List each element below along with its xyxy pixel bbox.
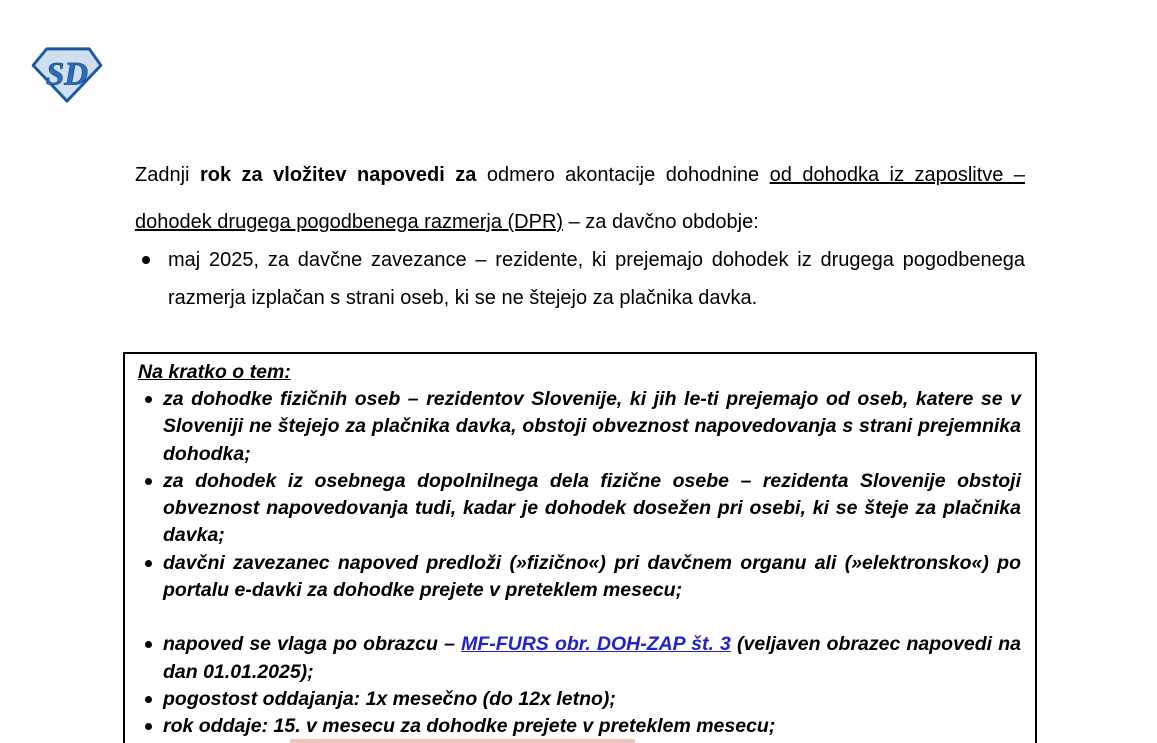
list-item-text: rok oddaje: 15. v mesecu za dohodke prejete v preteklem mesecu; bbox=[163, 715, 776, 738]
list-item-text: za dohodek iz osebnega dopolnilnega dela fizične osebe – rezidenta Slovenije obstoji obveznost napovedovanja tudi, kadar je dohodek dosežen pri osebi, ki se šteje za plačnika davka; bbox=[163, 469, 1021, 547]
box-bullet-list bbox=[138, 386, 1021, 741]
list-item bbox=[135, 241, 1025, 317]
list-item bbox=[138, 386, 1021, 468]
doh-zap-form-link[interactable]: MF-FURS obr. DOH-ZAP št. 3 bbox=[461, 633, 731, 656]
sd-shield-logo bbox=[30, 45, 104, 105]
list-item bbox=[138, 468, 1021, 550]
list-item-text: maj 2025, za davčne zavezance – rezidente, ki prejemajo dohodek iz drugega pogodbenega razmerja izplačan s strani oseb, ki se ne štejejo za plačnika davka. bbox=[168, 249, 1025, 309]
list-item bbox=[138, 550, 1021, 605]
list-item-text: davčni zavezanec napoved predloži (»fizično«) pri davčnem organu ali (»elektronsko«) po portalu e-davki za dohodke prejete v preteklem mesecu; bbox=[163, 551, 1021, 602]
cutoff-red-text bbox=[290, 739, 635, 743]
intro-paragraph bbox=[135, 152, 1025, 246]
list-item bbox=[138, 713, 1021, 740]
intro-bullet-list bbox=[135, 241, 1025, 317]
intro-segment: odmero akontacije dohodnine bbox=[486, 164, 770, 186]
list-item-text: za dohodke fizičnih oseb – rezidentov Slovenije, ki jih le-ti prejemajo od oseb, katere se v Sloveniji ne štejejo za plačnika davka, obstoji obveznost napovedovanja s strani prejemnika dohodka; bbox=[163, 388, 1021, 465]
box-title: Na kratko o tem: bbox=[138, 361, 291, 383]
list-item bbox=[138, 686, 1021, 713]
intro-segment-underlined: od dohodka iz zaposlitve – dohodek drugega pogodbenega razmerja (DPR) bbox=[135, 164, 1026, 233]
list-item-text: (veljaven obrazec napovedi na dan 01.01.2025); bbox=[163, 633, 1021, 683]
list-item-text: napoved se vlaga po obrazcu – bbox=[163, 633, 462, 656]
intro-segment: Zadnji bbox=[135, 164, 200, 186]
logo-letters: SD bbox=[45, 56, 89, 93]
list-item bbox=[138, 631, 1021, 686]
list-item-text: pogostost oddajanja: 1x mesečno (do 12x letno); bbox=[163, 687, 616, 710]
intro-segment-bold: rok za vložitev napovedi za bbox=[199, 164, 487, 186]
summary-box bbox=[123, 352, 1037, 743]
intro-segment: – za davčno obdobje: bbox=[563, 211, 759, 233]
